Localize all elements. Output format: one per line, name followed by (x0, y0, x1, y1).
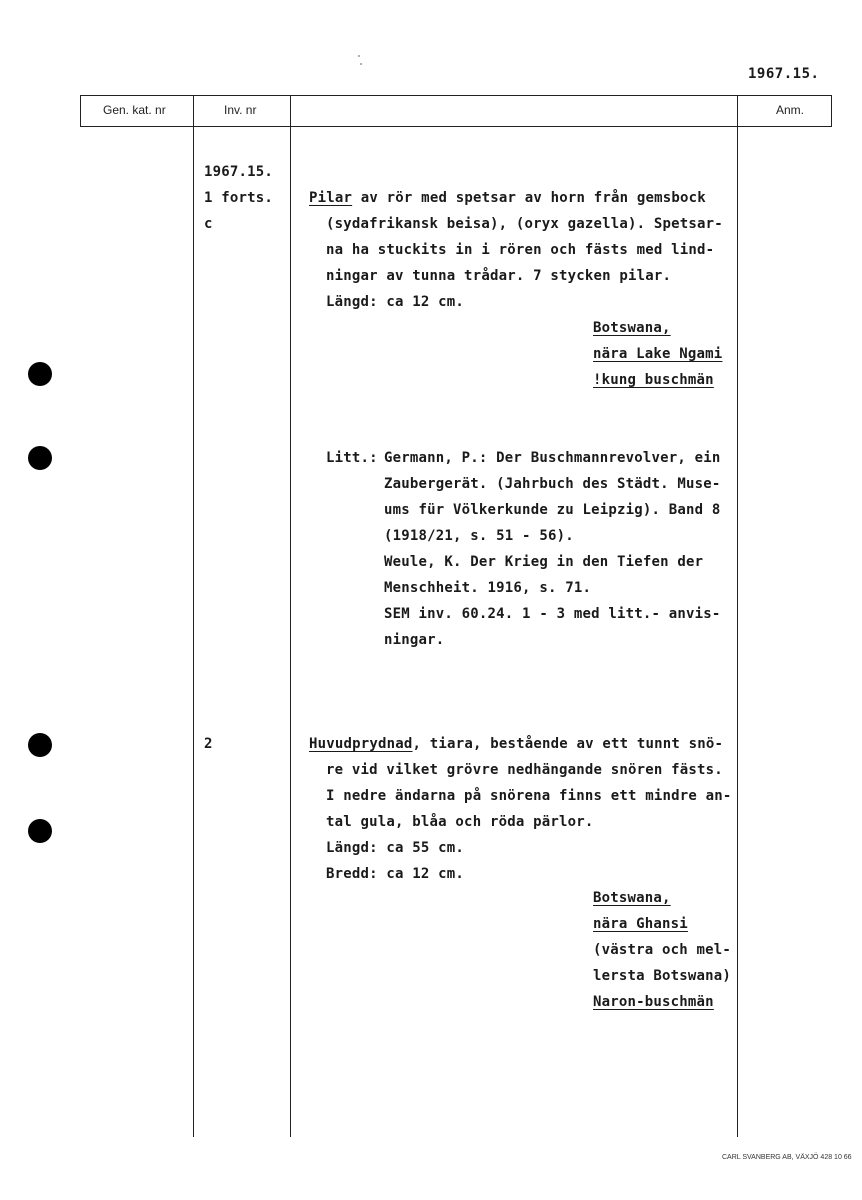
entry1-inv-line: c (204, 216, 213, 232)
entry2-description-line: Bredd: ca 12 cm. (326, 866, 465, 882)
entry2-location-line: nära Ghansi (593, 916, 688, 932)
entry1-title: Pilar (309, 190, 353, 206)
entry2-description-line: tal gula, blåa och röda pärlor. (326, 814, 594, 830)
entry1-location-line: nära Lake Ngami (593, 346, 723, 362)
entry2-title: Huvudprydnad (309, 736, 413, 752)
literature-line: SEM inv. 60.24. 1 - 3 med litt.- anvis- (384, 606, 721, 622)
entry1-description-line: na ha stuckits in i rören och fästs med lind- (326, 242, 715, 258)
entry1-description-line: ningar av tunna trådar. 7 stycken pilar. (326, 268, 672, 284)
column-divider-anm (737, 95, 738, 1137)
literature-line: ningar. (384, 632, 445, 648)
entry1-location-line: !kung buschmän (593, 372, 714, 388)
entry1-description-line: Längd: ca 12 cm. (326, 294, 465, 310)
column-divider-left (80, 95, 81, 127)
speck (358, 55, 360, 57)
binder-hole-2 (28, 446, 52, 470)
entry1-inv-line: 1967.15. (204, 164, 274, 180)
header-anm: Anm. (776, 103, 805, 117)
entry2-location-line: Botswana, (593, 890, 671, 906)
literature-line: ums für Völkerkunde zu Leipzig). Band 8 (384, 502, 721, 518)
header-gen-kat-nr: Gen. kat. nr (103, 103, 166, 117)
entry1-location-line: Botswana, (593, 320, 671, 336)
entry1-inv-line: 1 forts. (204, 190, 274, 206)
document-number: 1967.15. (748, 66, 820, 82)
entry2-description-line: re vid vilket grövre nedhängande snören fästs. (326, 762, 723, 778)
binder-hole-4 (28, 819, 52, 843)
literature-line: Zaubergerät. (Jahrbuch des Städt. Muse- (384, 476, 721, 492)
literature-line: Germann, P.: Der Buschmannrevolver, ein (384, 450, 721, 466)
speck (360, 63, 362, 65)
column-divider-gen (193, 95, 194, 1137)
literature-line: (1918/21, s. 51 - 56). (384, 528, 574, 544)
literature-line: Menschheit. 1916, s. 71. (384, 580, 592, 596)
entry2-description-line: Huvudprydnad, tiara, bestående av ett tunnt snö- (309, 736, 724, 752)
entry2-inv: 2 (204, 736, 213, 752)
entry1-description-line: (sydafrikansk beisa), (oryx gazella). Spetsar- (326, 216, 723, 232)
header-inv-nr: Inv. nr (224, 103, 257, 117)
column-divider-inv (290, 95, 291, 1137)
binder-hole-1 (28, 362, 52, 386)
printer-footer: CARL SVANBERG AB, VÄXJÖ 428 10 66 (722, 1154, 852, 1161)
column-divider-right (831, 95, 832, 127)
entry2-description-line: Längd: ca 55 cm. (326, 840, 465, 856)
binder-hole-3 (28, 733, 52, 757)
literature-line: Weule, K. Der Krieg in den Tiefen der (384, 554, 704, 570)
entry1-description-line: Pilar av rör med spetsar av horn från gemsbock (309, 190, 706, 206)
entry2-description-line: I nedre ändarna på snörena finns ett mindre an- (326, 788, 732, 804)
entry2-location-line: lersta Botswana) (593, 968, 732, 984)
entry2-location-line: (västra och mel- (593, 942, 732, 958)
literature-label: Litt.: (326, 450, 378, 466)
entry2-location-line: Naron-buschmän (593, 994, 714, 1010)
